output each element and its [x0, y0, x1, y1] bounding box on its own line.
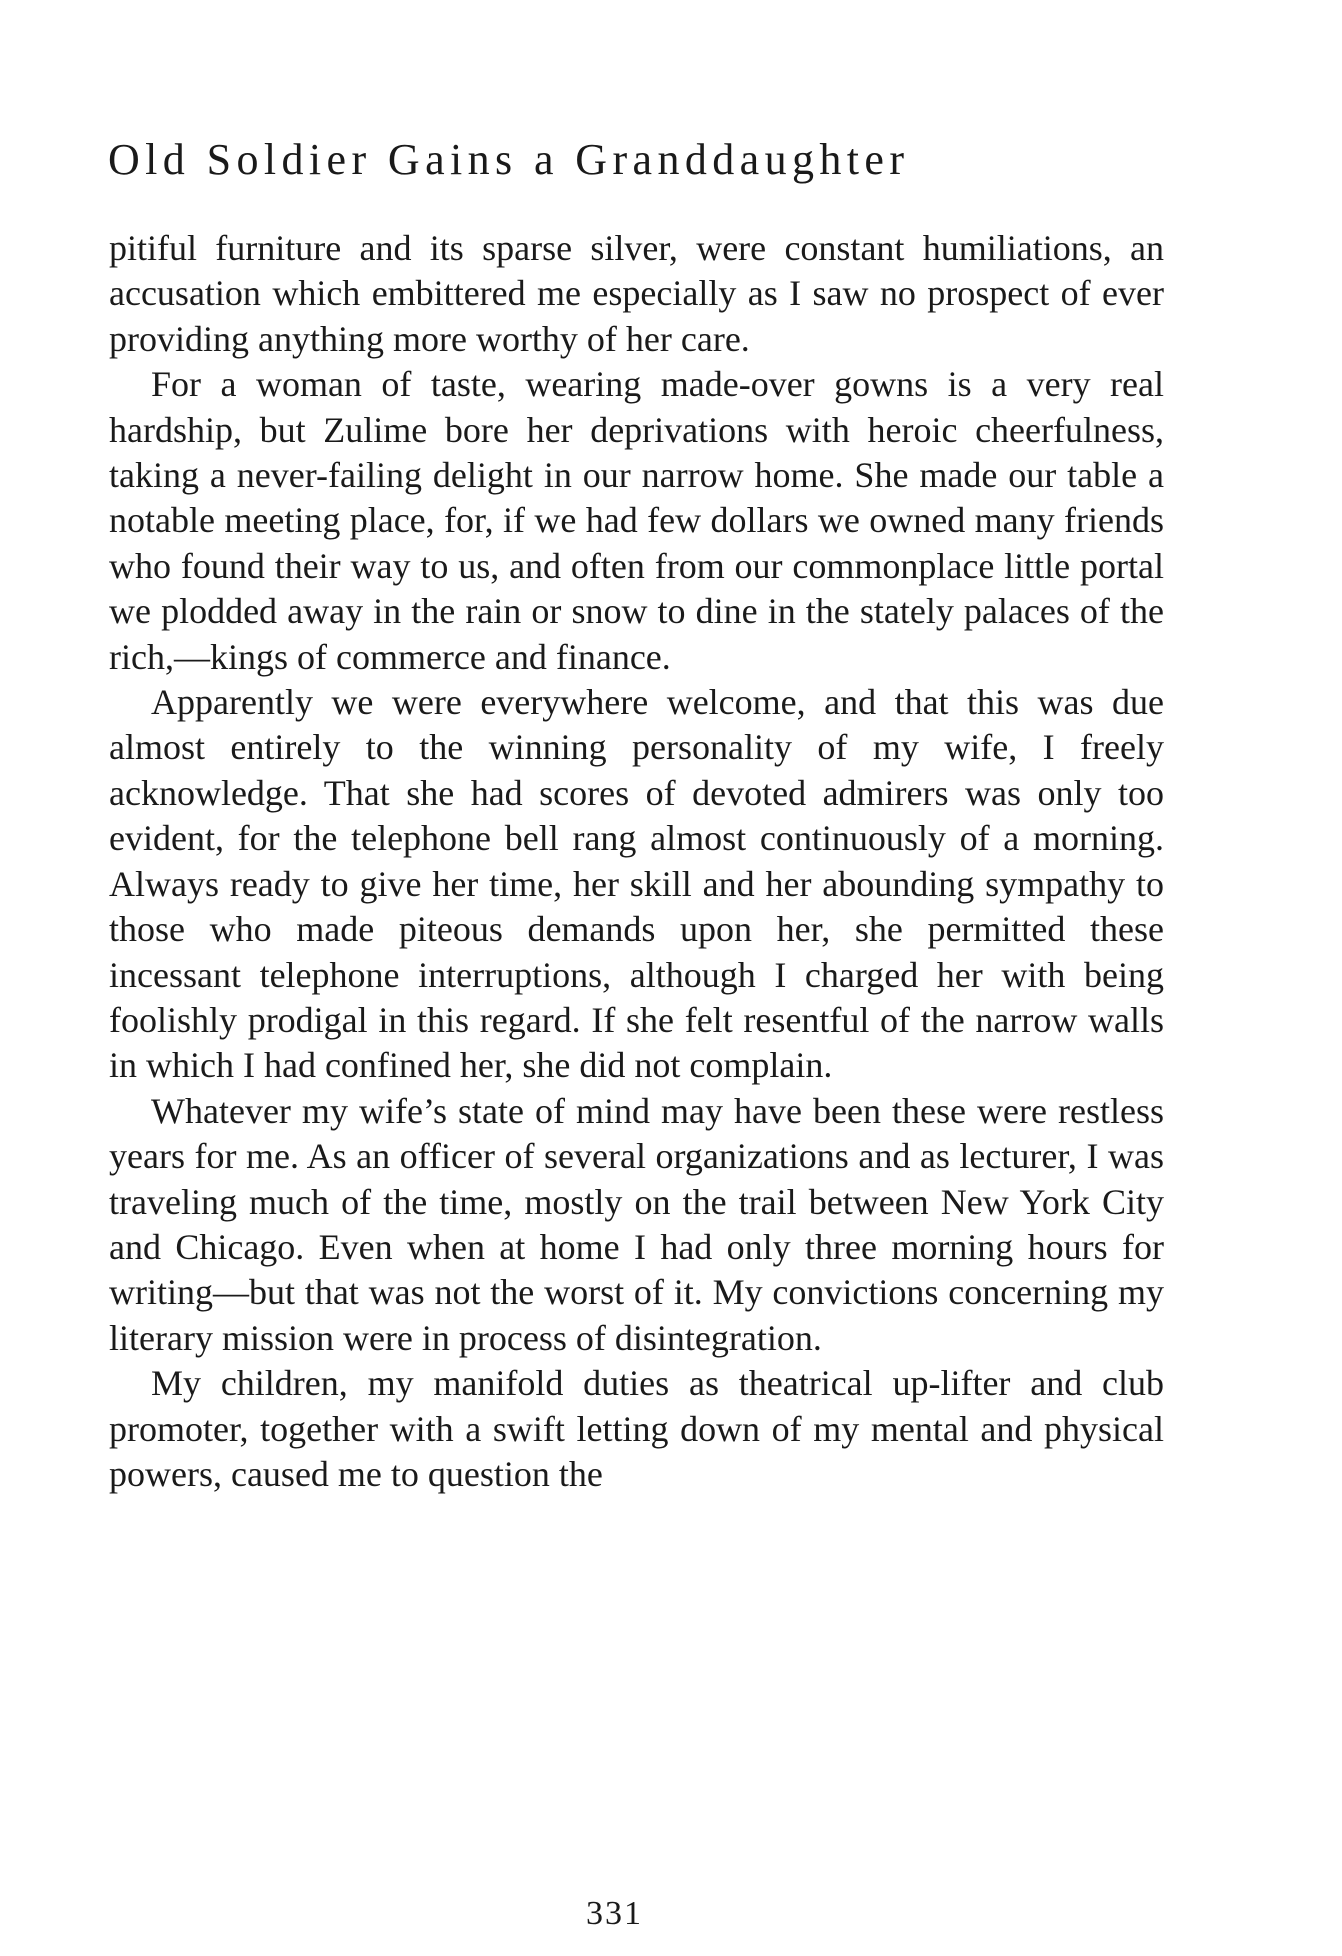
page-number: 331 — [586, 1895, 643, 1932]
body-text — [109, 226, 1164, 1497]
paragraph: For a woman of taste, wearing made-over gowns is a very real hardship, but Zulime bore her deprivations with heroic cheerfulness, taking a never-failing delight in our narrow home. She made our table a notable meeting place, for, if we had few dollars we owned many friends who found their way to us, and often from our commonplace little portal we plodded away in the rain or snow to dine in the stately palaces of the rich,—kings of commerce and finance. — [109, 364, 1164, 677]
running-head: Old Soldier Gains a Granddaughter — [108, 135, 910, 184]
paragraph: Apparently we were everywhere welcome, and that this was due almost entirely to the winning personality of my wife, I freely acknowledge. That she had scores of devoted admirers was only too evident, for the telephone bell rang almost continuously of a morning. Always ready to give her time, her skill and her abounding sympathy to those who made piteous demands upon her, she permitted these incessant telephone interruptions, although I charged her with being foolishly prodigal in this regard. If she felt resentful of the narrow walls in which I had confined her, she did not complain. — [109, 682, 1164, 1086]
paragraph: Whatever my wife’s state of mind may have been these were restless years for me. As an officer of several organizations and as lecturer, I was traveling much of the time, mostly on the trail between New York City and Chicago. Even when at home I had only three morning hours for writing—but that was not the worst of it. My convictions concerning my literary mission were in process of disintegration. — [109, 1090, 1164, 1358]
paragraph: pitiful furniture and its sparse silver, were constant humiliations, an accusation which embittered me especially as I saw no prospect of ever providing anything more worthy of her care. — [109, 228, 1164, 359]
paragraph: My children, my manifold duties as theatrical up-lifter and club promoter, together with a swift letting down of my mental and physical powers, caused me to question the — [109, 1363, 1164, 1494]
